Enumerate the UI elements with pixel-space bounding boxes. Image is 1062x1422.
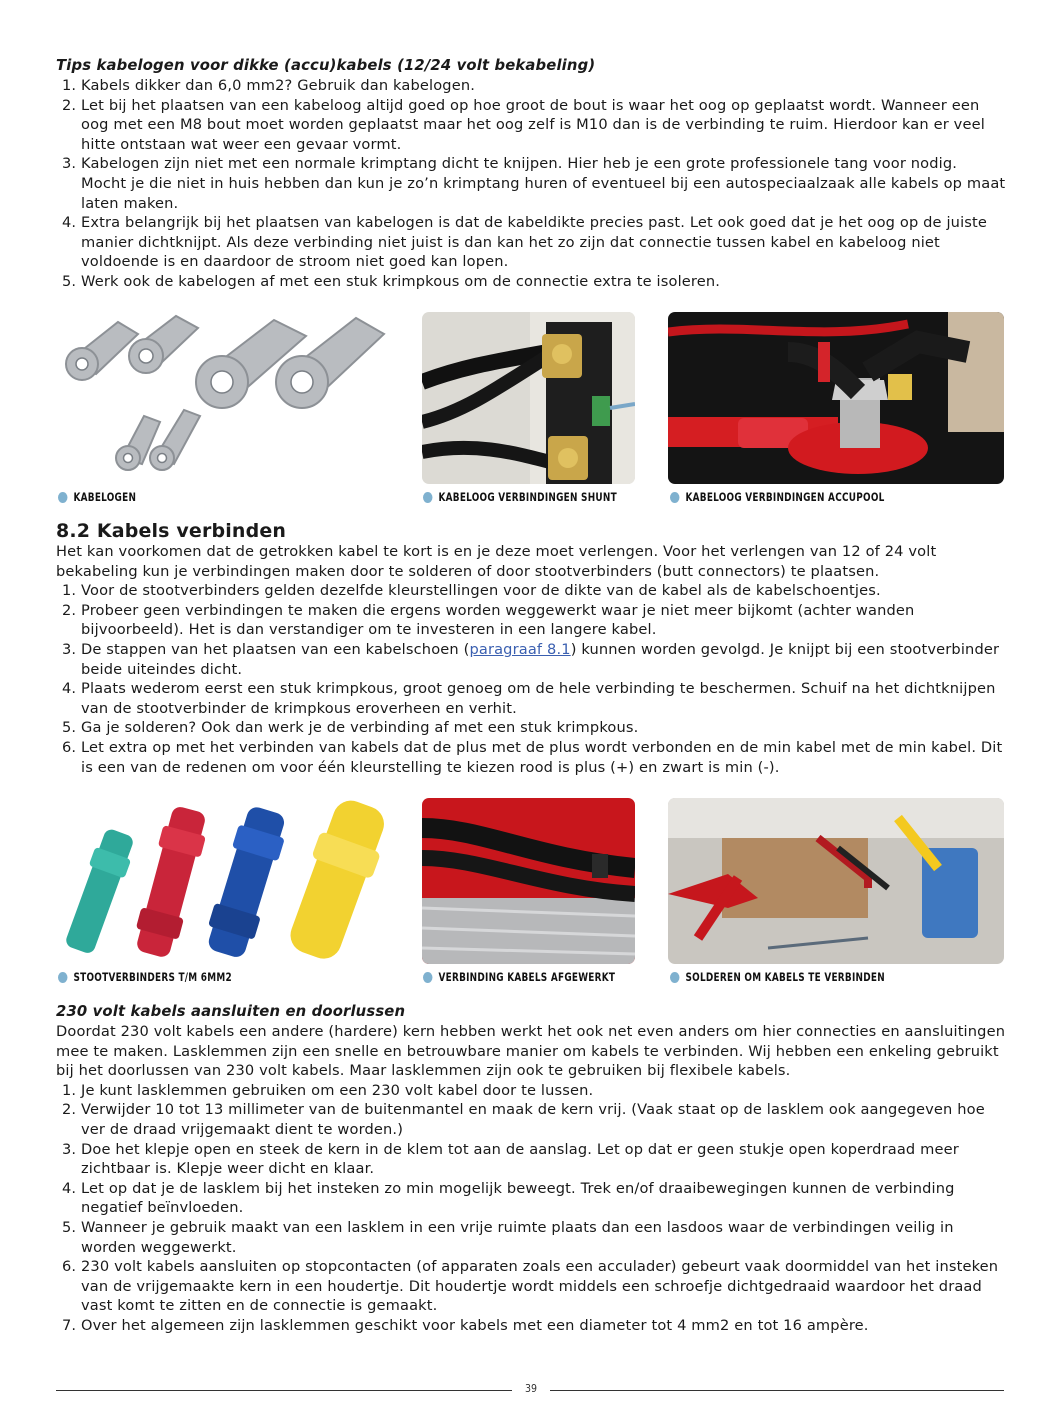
list-230v-steps bbox=[56, 1081, 1006, 1336]
caption-shunt: KABELOOG VERBINDINGEN SHUNT bbox=[423, 490, 617, 504]
subheading-cable-lugs: Tips kabelogen voor dikke (accu)kabels (12/24 volt bekabeling) bbox=[56, 57, 596, 74]
photo-shunt-connections bbox=[422, 312, 635, 484]
footer-rule-left bbox=[56, 1390, 512, 1391]
bullet-dot bbox=[670, 972, 679, 983]
caption-battery-terminal: KABELOOG VERBINDINGEN ACCUPOOL bbox=[670, 490, 885, 504]
list-connecting-steps bbox=[56, 581, 1006, 777]
bullet-dot bbox=[670, 492, 679, 503]
link-paragraph-8-1[interactable]: paragraaf 8.1 bbox=[469, 640, 571, 658]
list-item: 4. Let op dat je de lasklem bij het insteken zo min mogelijk beweegt. Trek en/of draaibewegingen kunnen de verbinding negatief beïnvloeden. bbox=[81, 1179, 1006, 1218]
bullet-dot bbox=[423, 972, 432, 983]
caption-finished-connection: VERBINDING KABELS AFGEWERKT bbox=[423, 970, 615, 984]
bullet-dot bbox=[423, 492, 432, 503]
list-item: 4. Extra belangrijk bij het plaatsen van kabelogen is dat de kabeldikte precies past. Let ook goed dat je het oog op de juiste manier dichtknijpt. Als deze verbinding niet juist is dan kan het zo zijn dat connectie tussen kabel en kabeloog niet voldoende is en daardoor de stroom niet goed kan lopen. bbox=[81, 213, 1006, 272]
caption-soldering: SOLDEREN OM KABELS TE VERBINDEN bbox=[670, 970, 885, 984]
list-item: 2. Let bij het plaatsen van een kabeloog altijd goed op hoe groot de bout is waar het oog op geplaatst wordt. Wanneer een oog met een M8 bout moet worden geplaatst maar het oog zelf is M10 dan is de verbinding te ruim. Hierdoor kan er veel hitte ontstaan wat weer een gevaar vormt. bbox=[81, 96, 1006, 155]
photo-soldering bbox=[668, 798, 1004, 964]
photo-butt-connectors bbox=[56, 798, 402, 964]
subheading-230v: 230 volt kabels aansluiten en doorlussen bbox=[56, 1003, 406, 1020]
caption-cable-lugs: KABELOGEN bbox=[58, 490, 136, 504]
caption-butt-connectors: STOOTVERBINDERS T/M 6MM2 bbox=[58, 970, 232, 984]
photo-cable-lugs bbox=[56, 312, 402, 484]
bullet-dot bbox=[58, 972, 67, 983]
list-item: 2. Probeer geen verbindingen te maken die ergens worden weggewerkt waar je niet meer bijkomt (achter wanden bijvoorbeeld). Het is dan verstandiger om te investeren in een langere kabel. bbox=[81, 601, 1006, 640]
intro-paragraph: Doordat 230 volt kabels een andere (hardere) kern hebben werkt het ook net even anders om hier connecties en aansluitingen mee te maken. Lasklemmen zijn een snelle en betrouwbare manier om kabels te verbinden. Wij hebben een enkeling gebruikt bij het doorlussen van 230 volt kabels. Maar lasklemmen zijn ook te gebruiken bij flexibele kabels. bbox=[56, 1023, 1006, 1080]
list-item: 1. Voor de stootverbinders gelden dezelfde kleurstellingen voor de dikte van de kabel als de kabelschoentjes. bbox=[81, 581, 1006, 601]
list-item: 4. Plaats wederom eerst een stuk krimpkous, groot genoeg om de hele verbinding te beschermen. Schuif na het dichtknijpen van de stootverbinder de krimpkous eroverheen en verhit. bbox=[81, 679, 1006, 718]
section-230v-cables bbox=[56, 1002, 1006, 1336]
section-connecting-cables bbox=[56, 520, 1006, 777]
list-item: 3. Kabelogen zijn niet met een normale krimptang dicht te knijpen. Hier heb je een grote professionele tang voor nodig. Mocht je die niet in huis hebben dan kun je zo’n krimptang huren of eventueel bij een autospeciaalzaak alle kabels op maat laten maken. bbox=[81, 154, 1006, 213]
footer-rule-right bbox=[550, 1390, 1004, 1391]
list-item: 3. De stappen van het plaatsen van een kabelschoen (paragraaf 8.1) kunnen worden gevolgd. Je knijpt bij een stootverbinder beide uiteindes dicht. bbox=[81, 640, 1006, 679]
section-heading: 8.2 Kabels verbinden bbox=[56, 520, 287, 542]
photo-battery-terminal bbox=[668, 312, 1004, 484]
page-number: 39 bbox=[524, 1383, 538, 1395]
photo-finished-connection bbox=[422, 798, 635, 964]
list-item: 6. 230 volt kabels aansluiten op stopcontacten (of apparaten zoals een acculader) gebeurt vaak doormiddel van het insteken van de vrijgemaakte kern in een houdertje. Dit houdertje wordt middels een schroefje dichtgedraaid waardoor het draad vast komt te zitten en de connectie is gemaakt. bbox=[81, 1257, 1006, 1316]
list-item: 2. Verwijder 10 tot 13 millimeter van de buitenmantel en maak de kern vrij. (Vaak staat op de lasklem ook aangegeven hoe ver de draad vrijgemaakt dient te worden.) bbox=[81, 1100, 1006, 1139]
list-item: 5. Werk ook de kabelogen af met een stuk krimpkous om de connectie extra te isoleren. bbox=[81, 272, 1006, 292]
list-item: 5. Wanneer je gebruik maakt van een lasklem in een vrije ruimte plaats dan een lasdoos waar de verbindingen veilig in worden weggewerkt. bbox=[81, 1218, 1006, 1257]
list-item: 7. Over het algemeen zijn lasklemmen geschikt voor kabels met een diameter tot 4 mm2 en tot 16 ampère. bbox=[81, 1316, 1006, 1336]
list-cable-lug-tips bbox=[56, 76, 1006, 292]
list-item: 5. Ga je solderen? Ook dan werk je de verbinding af met een stuk krimpkous. bbox=[81, 718, 1006, 738]
list-item: 1. Je kunt lasklemmen gebruiken om een 230 volt kabel door te lussen. bbox=[81, 1081, 1006, 1101]
list-item: 6. Let extra op met het verbinden van kabels dat de plus met de plus wordt verbonden en de min kabel met de min kabel. Dit is een van de redenen om voor één kleurstelling te kiezen rood is plus (+) en zwart is min (-). bbox=[81, 738, 1006, 777]
section-cable-lugs bbox=[56, 56, 1006, 292]
intro-paragraph: Het kan voorkomen dat de getrokken kabel te kort is en je deze moet verlengen. Voor het verlengen van 12 of 24 volt bekabeling kun je verbindingen maken door te solderen of door stootverbinders (butt connectors) te plaatsen. bbox=[56, 543, 937, 580]
list-item: 1. Kabels dikker dan 6,0 mm2? Gebruik dan kabelogen. bbox=[81, 76, 1006, 96]
bullet-dot bbox=[58, 492, 67, 503]
list-item: 3. Doe het klepje open en steek de kern in de klem tot aan de aanslag. Let op dat er geen stukje open koperdraad meer zichtbaar is. Klepje weer dicht en klaar. bbox=[81, 1140, 1006, 1179]
